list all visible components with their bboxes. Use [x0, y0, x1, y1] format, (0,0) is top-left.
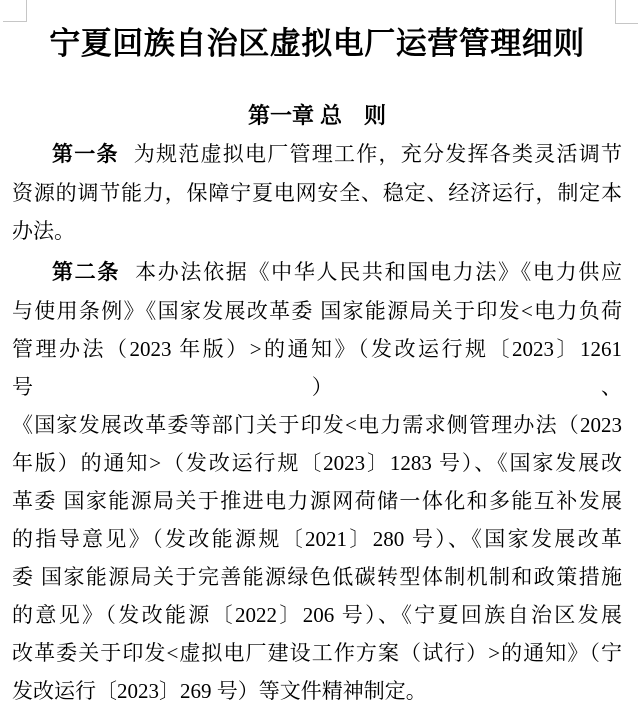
paragraph — [12, 253, 622, 710]
text-line: 改革委关于印发<虚拟电厂建设工作方案（试行）>的通知》（宁 — [12, 641, 622, 665]
text-line: 第一条 为规范虚拟电厂管理工作，充分发挥各类灵活调节 — [52, 142, 622, 166]
document-title: 宁夏回族自治区虚拟电厂运营管理细则 — [49, 26, 585, 61]
text-line: 革委 国家能源局关于推进电力源网荷储一体化和多能互补发展 — [12, 489, 622, 513]
paragraph — [12, 135, 622, 250]
text-line: 发改运行〔2023〕269 号）等文件精神制定。 — [12, 679, 427, 703]
text-area — [12, 0, 622, 710]
text-line: 管理办法（2023 年版）>的通知》（发改运行规〔2023〕1261 号）、 — [12, 337, 622, 399]
text-line: 的指导意见》（发改能源规〔2021〕280 号）、《国家发展改革 — [12, 527, 622, 551]
text-line: 第二条 本办法依据《中华人民共和国电力法》《电力供应 — [52, 260, 622, 284]
text-line: 办法。 — [12, 219, 75, 243]
text-line: 资源的调节能力，保障宁夏电网安全、稳定、经济运行，制定本 — [12, 181, 622, 205]
article-number: 第一条 — [52, 143, 119, 166]
text-line: 年版）的通知>（发改运行规〔2023〕1283 号）、《国家发展改 — [12, 451, 622, 475]
article-number: 第二条 — [52, 261, 121, 284]
text-line: 委 国家能源局关于完善能源绿色低碳转型体制机制和政策措施 — [12, 565, 622, 589]
chapter-heading: 第一章 总 则 — [247, 103, 387, 128]
document-body — [12, 135, 622, 710]
text-line: 《国家发展改革委等部门关于印发<电力需求侧管理办法（2023 — [12, 413, 622, 437]
text-line: 与使用条例》《国家发展改革委 国家能源局关于印发<电力负荷 — [12, 299, 622, 323]
text-line: 的意见》（发改能源〔2022〕206 号）、《宁夏回族自治区发展 — [12, 603, 622, 627]
